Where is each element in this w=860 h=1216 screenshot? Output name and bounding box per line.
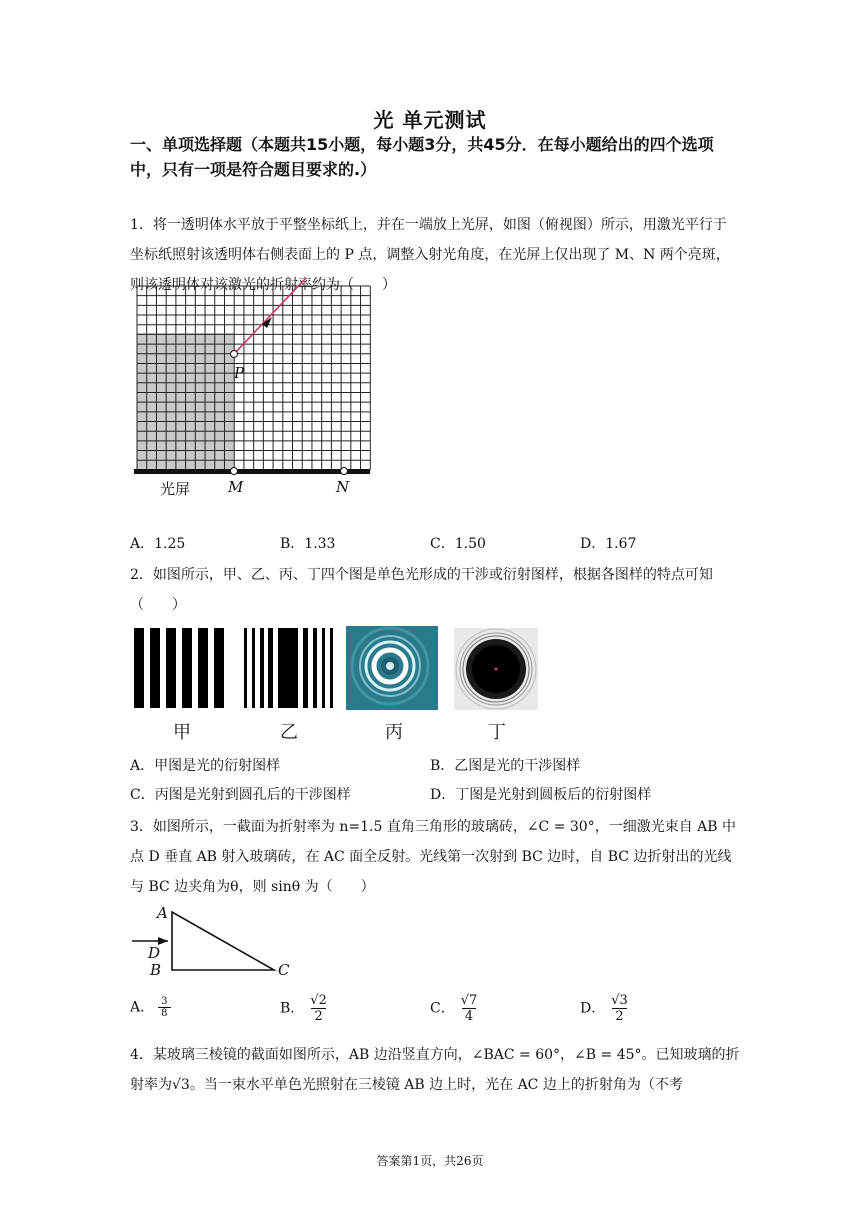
q3-option-d-den: 2 — [612, 1008, 626, 1024]
pattern-ding — [454, 628, 538, 710]
q3-option-d-num: √3 — [611, 993, 628, 1008]
q3-option-b-label: B． — [280, 1000, 305, 1017]
point-d: D — [148, 944, 161, 962]
label-n: N — [336, 478, 350, 496]
caption-bing: 丙 — [385, 722, 403, 743]
point-n — [341, 468, 348, 475]
q3-option-b[interactable] — [280, 993, 329, 1024]
caption-jia: 甲 — [173, 722, 191, 743]
q3-option-d-label: D． — [580, 1000, 606, 1017]
q2-option-c[interactable]: C．丙图是光射到圆孔后的干涉图样 — [130, 787, 351, 803]
q2-option-a[interactable]: A．甲图是光的衍射图样 — [130, 758, 281, 774]
pattern-yi — [242, 628, 334, 708]
vertex-a: A — [157, 904, 168, 922]
triangle-abc — [172, 912, 274, 970]
q1-option-d[interactable]: D．1.67 — [580, 536, 637, 552]
q3-option-d[interactable] — [580, 993, 630, 1024]
page-footer: 答案第1页，共26页 — [376, 1154, 484, 1168]
q3-option-a-den: 8 — [158, 1007, 170, 1019]
question-4-text: 4．某玻璃三棱镜的截面如图所示，AB 边沿竖直方向，∠BAC = 60°，∠B = 45°。已知玻璃的折射率为√3。当一束水平单色光照射在三棱镜 AB 边上时，光在 AC 边上的折射角为（不考 — [130, 1047, 740, 1093]
vertex-c: C — [278, 961, 290, 979]
q3-option-a-label: A． — [130, 999, 155, 1016]
point-m — [231, 468, 238, 475]
section-heading: 一、单项选择题（本题共15小题，每小题3分，共45分．在每小题给出的四个选项中，只有一项是符合题目要求的.） — [130, 135, 714, 179]
label-p: P — [234, 364, 245, 382]
q3-option-c-num: √7 — [460, 993, 478, 1008]
q3-option-c[interactable] — [430, 993, 479, 1024]
q2-option-d[interactable]: D．丁图是光射到圆板后的衍射图样 — [430, 787, 652, 803]
caption-ding: 丁 — [488, 722, 506, 743]
q3-option-b-den: 2 — [311, 1008, 325, 1024]
q1-option-b[interactable]: B．1.33 — [280, 536, 336, 552]
q3-option-a[interactable] — [130, 996, 171, 1019]
q1-option-a[interactable]: A．1.25 — [130, 536, 186, 552]
point-p — [231, 351, 238, 358]
label-m: M — [228, 478, 244, 496]
pattern-bing — [346, 626, 438, 710]
q1-option-c[interactable]: C．1.50 — [430, 536, 486, 552]
pattern-jia — [134, 628, 228, 708]
light-screen — [134, 469, 370, 474]
question-3-text: 3．如图所示，一截面为折射率为 n=1.5 直角三角形的玻璃砖，∠C = 30°，一细激光束自 AB 中点 D 垂直 AB 射入玻璃砖，在 AC 面全反射。光线第一次射到 BC 边时，自 BC 边折射出的光线与 BC 边夹角为θ，则 sinθ 为（ ） — [130, 819, 737, 895]
q3-option-b-num: √2 — [310, 993, 327, 1008]
laser-beam — [234, 278, 306, 354]
question-1-text: 1．将一透明体水平放于平整坐标纸上，并在一端放上光屏，如图（俯视图）所示，用激光平行于坐标纸照射该透明体右侧表面上的 P 点，调整入射光角度，在光屏上仅出现了 M、N 两个亮斑，则该透明体对该激光的折射率约为（ ） — [130, 217, 730, 293]
caption-yi: 乙 — [280, 722, 298, 743]
q3-option-c-den: 4 — [462, 1008, 476, 1024]
question-2-text: 2．如图所示，甲、乙、丙、丁四个图是单色光形成的干涉或衍射图样，根据各图样的特点可知（ ） — [130, 567, 713, 613]
page-title: 光 单元测试 — [373, 108, 487, 132]
label-screen: 光屏 — [160, 480, 191, 498]
q3-option-a-num: 3 — [161, 996, 168, 1007]
vertex-b: B — [150, 961, 162, 979]
q2-option-b[interactable]: B．乙图是光的干涉图样 — [430, 758, 581, 774]
q3-option-c-label: C． — [430, 1000, 455, 1017]
q1-grid-figure — [134, 276, 374, 500]
